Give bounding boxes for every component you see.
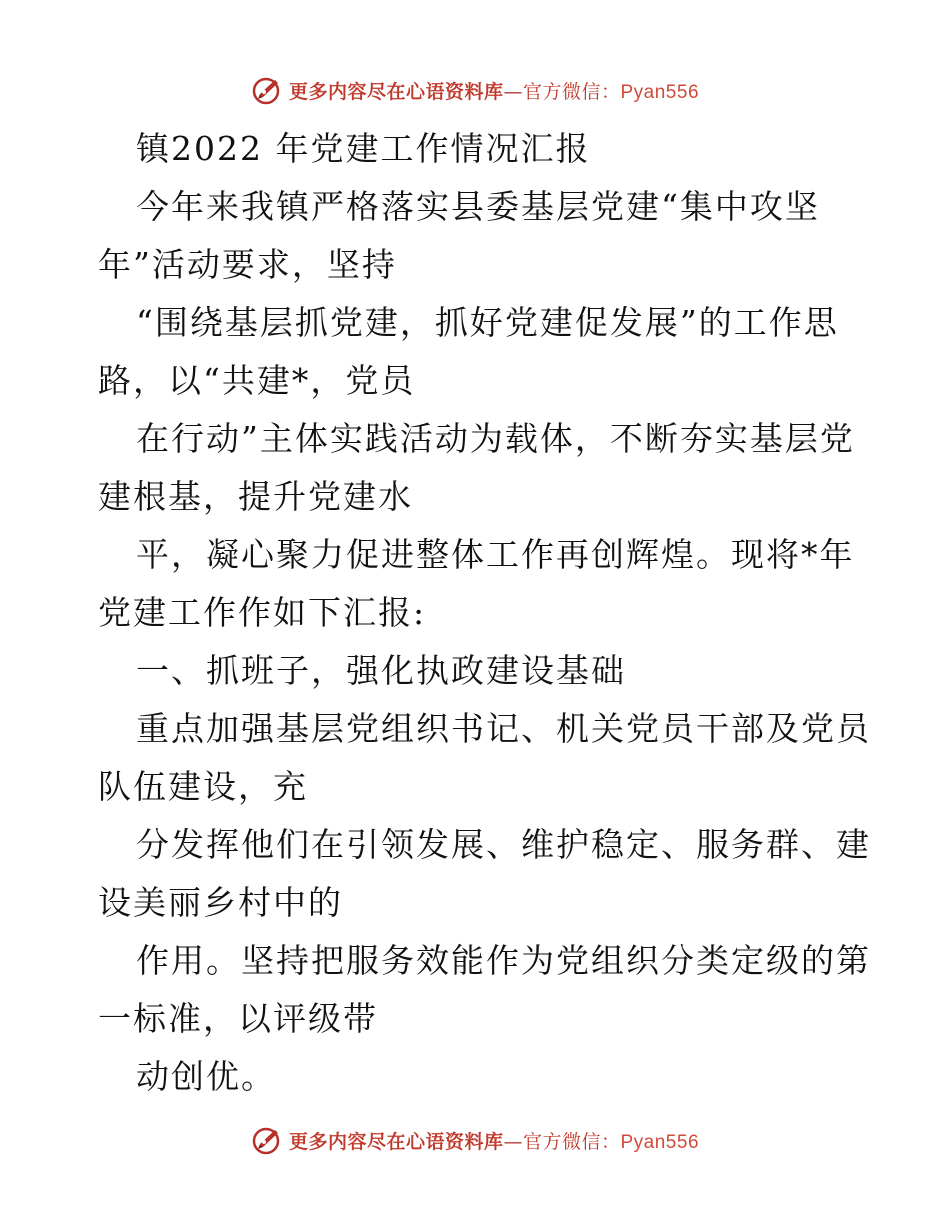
banner-main-text: 更多内容尽在心语资料库 xyxy=(288,1130,504,1153)
banner-main-text: 更多内容尽在心语资料库 xyxy=(288,80,504,103)
paragraph-line: 今年来我镇严格落实县委基层党建“集中攻坚 xyxy=(136,187,820,226)
footer-banner xyxy=(0,1120,950,1160)
paragraph-line: 重点加强基层党组织书记、机关党员干部及党员 xyxy=(136,709,871,748)
paragraph-line: 建根基，提升党建水 xyxy=(98,477,413,516)
paragraph-line: 队伍建设，充 xyxy=(98,767,308,806)
document-body xyxy=(98,120,871,1106)
paragraph-line: 作用。坚持把服务效能作为党组织分类定级的第 xyxy=(136,941,871,980)
header-banner-inner xyxy=(251,74,699,106)
paragraph-line: 分发挥他们在引领发展、维护稳定、服务群、建 xyxy=(136,825,871,864)
section-heading: 一、抓班子，强化执政建设基础 xyxy=(136,651,626,690)
paragraph-line: 年”活动要求，坚持 xyxy=(98,245,397,284)
footer-banner-inner xyxy=(251,1124,699,1156)
paragraph-line: 在行动”主体实践活动为载体，不断夯实基层党 xyxy=(136,419,855,458)
banner-separator: — xyxy=(503,1130,523,1153)
document-title: 镇2022 年党建工作情况汇报 xyxy=(136,129,591,168)
paragraph-line: 动创优。 xyxy=(136,1057,276,1096)
paragraph-line: 路，以“共建*，党员 xyxy=(98,361,416,400)
pen-logo-icon xyxy=(251,1124,283,1156)
banner-wechat-id: Pyan556 xyxy=(620,81,700,103)
paragraph-line: 设美丽乡村中的 xyxy=(98,883,343,922)
banner-text-line xyxy=(289,77,699,104)
banner-separator: — xyxy=(503,80,523,103)
pen-logo-icon xyxy=(251,74,283,106)
banner-wechat-id: Pyan556 xyxy=(620,1131,700,1153)
paragraph-line: 党建工作作如下汇报: xyxy=(98,593,427,632)
paragraph-line: “围绕基层抓党建，抓好党建促发展”的工作思 xyxy=(136,303,839,342)
banner-wechat-label: 官方微信： xyxy=(522,1130,621,1153)
paragraph-line: 一标准，以评级带 xyxy=(98,999,378,1038)
header-banner xyxy=(0,70,950,110)
banner-text-line xyxy=(289,1127,699,1154)
paragraph-line: 平，凝心聚力促进整体工作再创辉煌。现将*年 xyxy=(136,535,855,574)
banner-wechat-label: 官方微信： xyxy=(522,80,621,103)
